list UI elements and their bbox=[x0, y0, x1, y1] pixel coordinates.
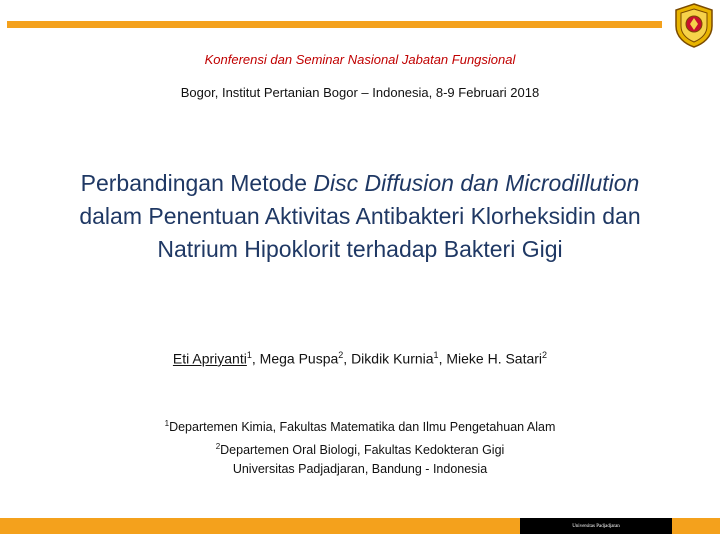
affiliation-line bbox=[0, 460, 720, 479]
author-name: Eti Apriyanti bbox=[172, 350, 247, 367]
conference-title: Konferensi dan Seminar Nasional Jabatan Fungsional bbox=[204, 52, 516, 67]
author-name: Dikdik Kurnia bbox=[351, 350, 434, 367]
affiliation-text: Departemen Kimia, Fakultas Matematika dan Ilmu Pengetahuan Alam bbox=[169, 420, 556, 435]
title-line-1 bbox=[20, 167, 700, 200]
author-name: Mieke H. Satari bbox=[446, 350, 543, 367]
university-seal-icon bbox=[672, 2, 716, 48]
affiliation-num: 1 bbox=[164, 419, 170, 428]
conference-venue: Bogor, Institut Pertanian Bogor – Indonesia, 8-9 Februari 2018 bbox=[180, 85, 540, 100]
author-affil: 1 bbox=[433, 350, 439, 360]
affiliation-line bbox=[0, 437, 720, 460]
title-line-1-text: Perbandingan Metode bbox=[80, 170, 314, 196]
author-name: Mega Puspa bbox=[259, 350, 339, 367]
affiliation-text: Departemen Oral Biologi, Fakultas Kedokteran Gigi bbox=[220, 443, 505, 458]
paper-title bbox=[20, 167, 700, 266]
author-affil: 2 bbox=[338, 350, 344, 360]
title-line-2: dalam Penentuan Aktivitas Antibakteri Klorheksidin dan bbox=[79, 203, 641, 229]
author-affil: 1 bbox=[246, 350, 252, 360]
top-accent-bar bbox=[7, 21, 662, 28]
title-line-1-italic: Disc Diffusion dan Microdillution bbox=[313, 170, 640, 196]
footer-label: Universitas Padjadjaran bbox=[520, 518, 672, 534]
author-list: Eti Apriyanti$^1$, Mega Puspa$^2$, Dikdik Kurnia$^1$, Mieke H. Satari$^2$ bbox=[172, 350, 548, 367]
affiliation-text: Universitas Padjadjaran, Bandung - Indonesia bbox=[232, 462, 488, 477]
title-line-3: Natrium Hipoklorit terhadap Bakteri Gigi bbox=[157, 236, 563, 262]
affiliation-list bbox=[0, 414, 720, 479]
affiliation-num: 2 bbox=[215, 442, 221, 452]
author-affil: 2 bbox=[542, 350, 548, 360]
affiliation-line bbox=[0, 414, 720, 437]
